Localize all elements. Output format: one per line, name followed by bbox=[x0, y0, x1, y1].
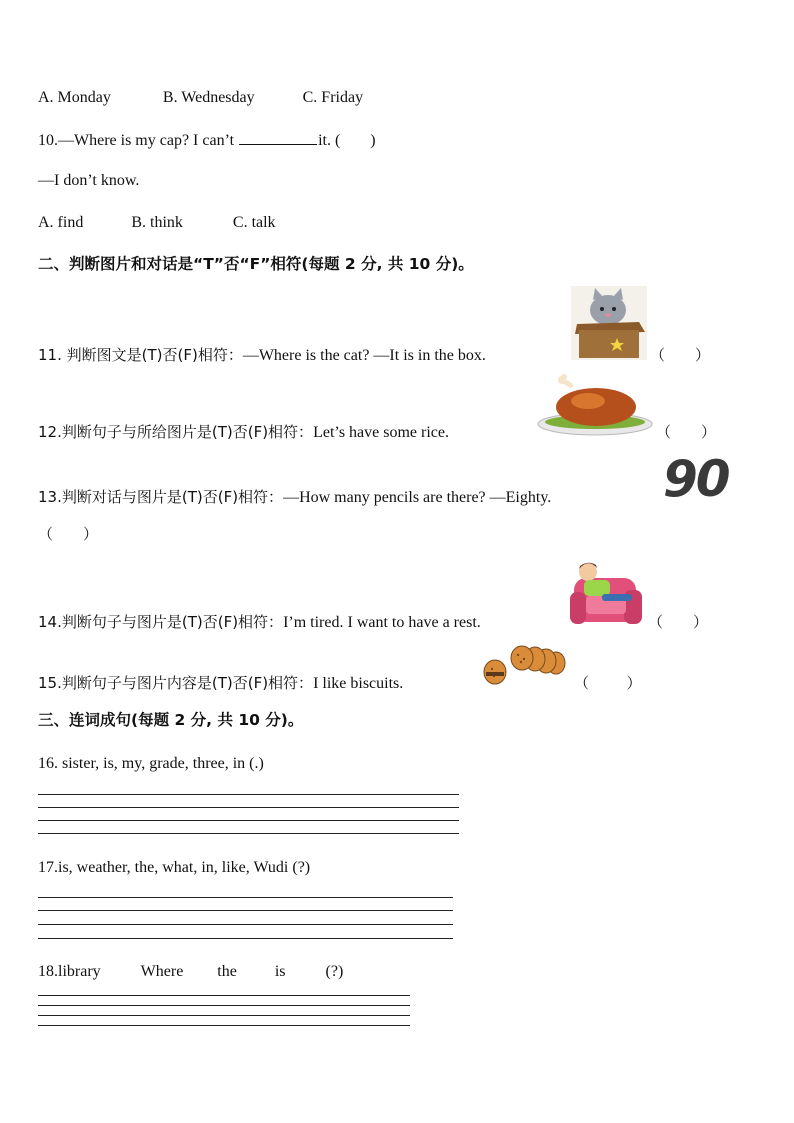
q16-answer-line[interactable] bbox=[38, 833, 459, 834]
cat-in-box-icon bbox=[571, 286, 647, 360]
tired-boy-armchair-icon bbox=[568, 556, 644, 628]
q10-reply: —I don’t know. bbox=[38, 172, 140, 189]
q10-option-b: B. think bbox=[131, 214, 183, 231]
q10-question bbox=[38, 130, 376, 151]
q15-answer-paren[interactable]: （ ） bbox=[574, 676, 642, 692]
q17-answer-line[interactable] bbox=[38, 897, 453, 898]
q16-answer-line[interactable] bbox=[38, 820, 459, 821]
q9-option-b: B. Wednesday bbox=[162, 89, 255, 106]
q18-word: 18.library bbox=[38, 963, 101, 980]
q11-instruction: 11. 判断图文是(T)否(F)相符： bbox=[38, 346, 243, 364]
q14 bbox=[38, 612, 481, 633]
q10-blank bbox=[239, 130, 317, 145]
q12-instruction: 12.判断句子与所给图片是(T)否(F)相符： bbox=[38, 423, 314, 441]
q13 bbox=[38, 487, 551, 508]
section-3-heading: 三、连词成句(每题 2 分, 共 10 分)。 bbox=[38, 711, 304, 729]
q18-word: is bbox=[274, 963, 286, 980]
q11-answer-paren[interactable]: （ ） bbox=[650, 348, 711, 364]
q16-answer-line[interactable] bbox=[38, 794, 459, 795]
q18-answer-line[interactable] bbox=[38, 1005, 410, 1006]
q10-option-c: C. talk bbox=[232, 214, 276, 231]
q13-instruction: 13.判断对话与图片是(T)否(F)相符： bbox=[38, 488, 284, 506]
q10-prefix: 10.—Where is my cap? I can’t bbox=[38, 132, 239, 149]
q10-options bbox=[38, 213, 276, 233]
q17-answer-line[interactable] bbox=[38, 924, 453, 925]
q18-word: Where bbox=[140, 963, 184, 980]
q9-options bbox=[38, 88, 363, 108]
q9-option-c: C. Friday bbox=[302, 89, 364, 106]
number-ninety-picture: 90 bbox=[663, 450, 729, 508]
q13-answer-paren[interactable]: （ ） bbox=[38, 527, 99, 543]
q13-sentence: —How many pencils are there? —Eighty. bbox=[283, 489, 552, 506]
q10-close: ) bbox=[370, 132, 376, 149]
biscuits-icon bbox=[482, 645, 566, 689]
q18-word: (?) bbox=[325, 963, 344, 980]
q17-answer-line[interactable] bbox=[38, 910, 453, 911]
q11 bbox=[38, 345, 486, 366]
q14-sentence: I’m tired. I want to have a rest. bbox=[283, 614, 481, 631]
q12-answer-paren[interactable]: （ ） bbox=[656, 425, 717, 441]
q18-words bbox=[38, 962, 343, 982]
roast-chicken-icon bbox=[536, 374, 654, 438]
q14-instruction: 14.判断句子与图片是(T)否(F)相符： bbox=[38, 613, 284, 631]
q18-answer-line[interactable] bbox=[38, 1015, 410, 1016]
q17-words: 17.is, weather, the, what, in, like, Wudi (?) bbox=[38, 859, 311, 876]
q10-suffix: it. ( bbox=[318, 132, 341, 149]
q16-words: 16. sister, is, my, grade, three, in (.) bbox=[38, 755, 264, 772]
q18-answer-line[interactable] bbox=[38, 995, 410, 996]
q18-word: the bbox=[217, 963, 237, 980]
q9-option-a: A. Monday bbox=[38, 89, 111, 106]
q15-instruction: 15.判断句子与图片内容是(T)否(F)相符： bbox=[38, 674, 314, 692]
q16-answer-line[interactable] bbox=[38, 807, 459, 808]
section-2-heading: 二、判断图片和对话是“T”否“F”相符(每题 2 分, 共 10 分)。 bbox=[38, 255, 474, 273]
q12-sentence: Let’s have some rice. bbox=[313, 424, 450, 441]
q15-sentence: I like biscuits. bbox=[313, 675, 404, 692]
q10-option-a: A. find bbox=[38, 214, 84, 231]
q14-answer-paren[interactable]: （ ） bbox=[648, 615, 709, 631]
q17-answer-line[interactable] bbox=[38, 938, 453, 939]
q15 bbox=[38, 673, 403, 694]
q12 bbox=[38, 422, 449, 443]
q11-sentence: —Where is the cat? —It is in the box. bbox=[242, 347, 486, 364]
q18-answer-line[interactable] bbox=[38, 1025, 410, 1026]
